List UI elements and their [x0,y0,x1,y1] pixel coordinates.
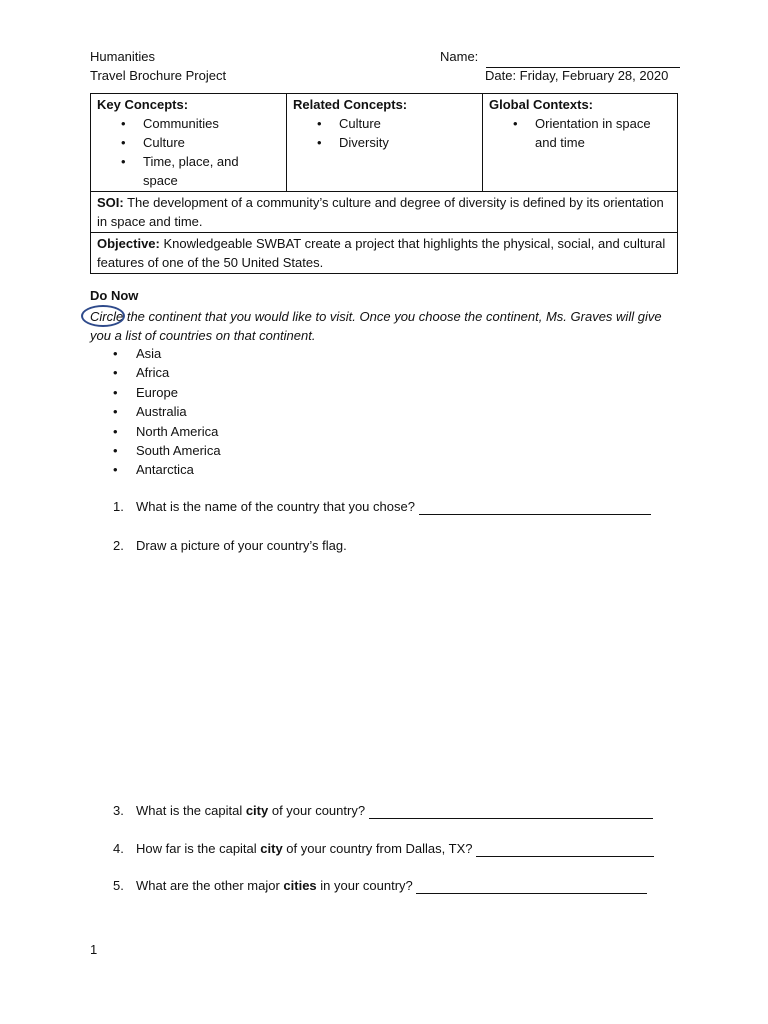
continent-item[interactable]: • North America [113,422,221,441]
soi-cell [91,192,678,233]
question-text: in your country? [316,878,417,893]
question-1 [113,499,651,515]
question-number: 3. [113,803,124,818]
do-now-instruction: Circle the continent that you would like to visit. Once you choose the continent, Ms. Graves will give you a list of countries on that continent. [90,309,662,343]
continent-item[interactable]: • Africa [113,363,221,382]
key-concepts-cell [91,94,287,192]
concepts-table [90,93,678,274]
key-concept-item: • Time, place, and space [143,152,243,190]
date-label: Date: Friday, February 28, 2020 [485,67,669,83]
continent-item[interactable]: • Australia [113,402,221,421]
do-now-title: Do Now [90,288,139,303]
key-concepts-title: Key Concepts: [97,97,189,112]
hand-drawn-circle [81,305,125,327]
question-4 [113,841,654,857]
name-row [440,48,680,68]
answer-blank[interactable] [369,803,653,819]
question-number: 2. [113,538,124,553]
related-concepts-cell [287,94,483,192]
answer-blank[interactable] [416,878,647,894]
continent-item[interactable]: • South America [113,441,221,460]
soi-text: The development of a community’s culture and degree of diversity is defined by its orientation in space and time. [97,195,664,229]
continent-item[interactable]: • Asia [113,344,221,363]
question-keyword: city [245,803,269,818]
name-blank[interactable] [486,48,680,68]
answer-blank[interactable] [476,841,654,857]
related-concepts-title: Related Concepts: [293,97,408,112]
question-text: How far is the capital [136,841,261,856]
question-number: 1. [113,499,124,514]
related-concept-item: • Diversity [339,133,476,152]
global-contexts-cell [483,94,678,192]
continent-item[interactable]: • Europe [113,383,221,402]
question-text: of your country from Dallas, TX? [282,841,477,856]
question-keyword: city [260,841,283,856]
global-contexts-title: Global Contexts: [489,97,594,112]
continent-item[interactable]: • Antarctica [113,460,221,479]
objective-cell [91,233,678,274]
key-concept-item: • Communities [143,114,280,133]
question-number: 5. [113,878,124,893]
question-text: What are the other major [136,878,284,893]
question-2 [113,538,347,553]
question-3 [113,803,653,819]
header-right [440,48,680,83]
flag-drawing-area[interactable] [113,560,678,790]
name-label: Name: [440,49,479,64]
subject-label: Humanities [90,49,156,64]
objective-label: Objective: [97,236,160,251]
global-context-item: • Orientation in space and time [535,114,670,152]
question-text: What is the name of the country that you chose? [136,499,419,514]
header-left [90,48,226,85]
question-keyword: cities [283,878,317,893]
answer-blank[interactable] [419,499,651,515]
question-text: Draw a picture of your country’s flag. [136,538,347,553]
project-title: Travel Brochure Project [90,67,227,83]
objective-text: Knowledgeable SWBAT create a project that highlights the physical, social, and cultural features of one of the 50 United States. [97,236,666,270]
question-number: 4. [113,841,124,856]
soi-label: SOI: [97,195,124,210]
question-text: of your country? [268,803,369,818]
continent-list [113,344,221,480]
related-concept-item: • Culture [339,114,476,133]
page-number: 1 [90,942,98,957]
question-text: What is the capital [136,803,246,818]
key-concept-item: • Culture [143,133,280,152]
question-5 [113,878,647,894]
